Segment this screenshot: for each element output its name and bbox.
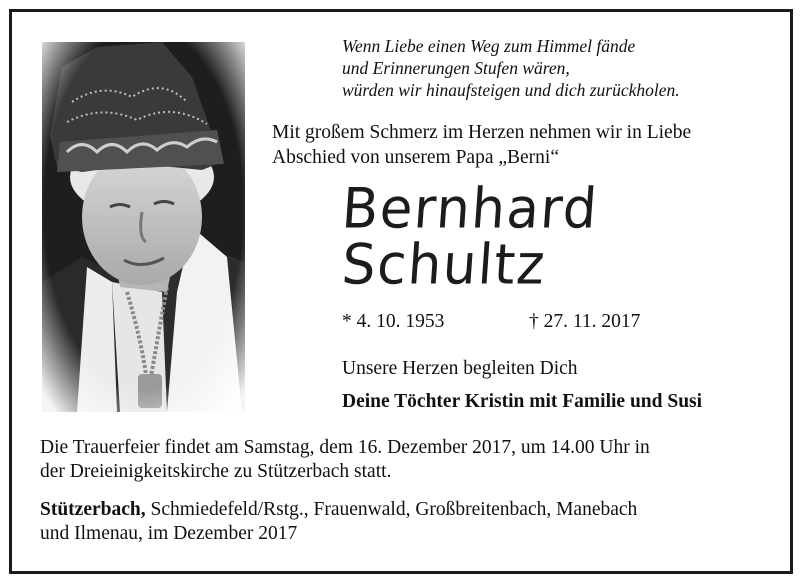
first-name: Bernhard — [339, 177, 601, 242]
deceased-name — [339, 177, 770, 298]
place-and-date — [40, 498, 780, 546]
portrait-photo — [42, 42, 245, 412]
place-list: Schmiedefeld/Rstg., Frauenwald, Großbreitenbach, Manebach — [145, 499, 638, 520]
intro-text — [272, 120, 772, 170]
place-bold: Stützerbach, — [40, 499, 146, 520]
place-date-line: und Ilmenau, im Dezember 2017 — [40, 523, 298, 544]
intro-line: Mit großem Schmerz im Herzen nehmen wir in Liebe — [272, 122, 692, 143]
ceremony-line: der Dreieinigkeitskirche zu Stützerbach statt. — [40, 461, 392, 482]
birth-date: * 4. 10. 1953 — [342, 311, 445, 332]
poem-line: würden wir hinaufsteigen und dich zurückholen. — [342, 80, 680, 100]
ceremony-line: Die Trauerfeier findet am Samstag, dem 16. Dezember 2017, um 14.00 Uhr in — [40, 437, 650, 458]
poem-line: Wenn Liebe einen Weg zum Himmel fände — [342, 36, 636, 56]
last-name: Schultz — [339, 233, 549, 298]
closing-line: Unsere Herzen begleiten Dich — [342, 358, 578, 379]
ceremony-notice — [40, 436, 780, 484]
family-signature: Deine Töchter Kristin mit Familie und Susi — [342, 391, 703, 412]
poem — [342, 35, 762, 101]
death-date: † 27. 11. 2017 — [529, 311, 641, 332]
intro-line: Abschied von unserem Papa „Berni“ — [272, 147, 559, 168]
poem-line: und Erinnerungen Stufen wären, — [342, 58, 570, 78]
